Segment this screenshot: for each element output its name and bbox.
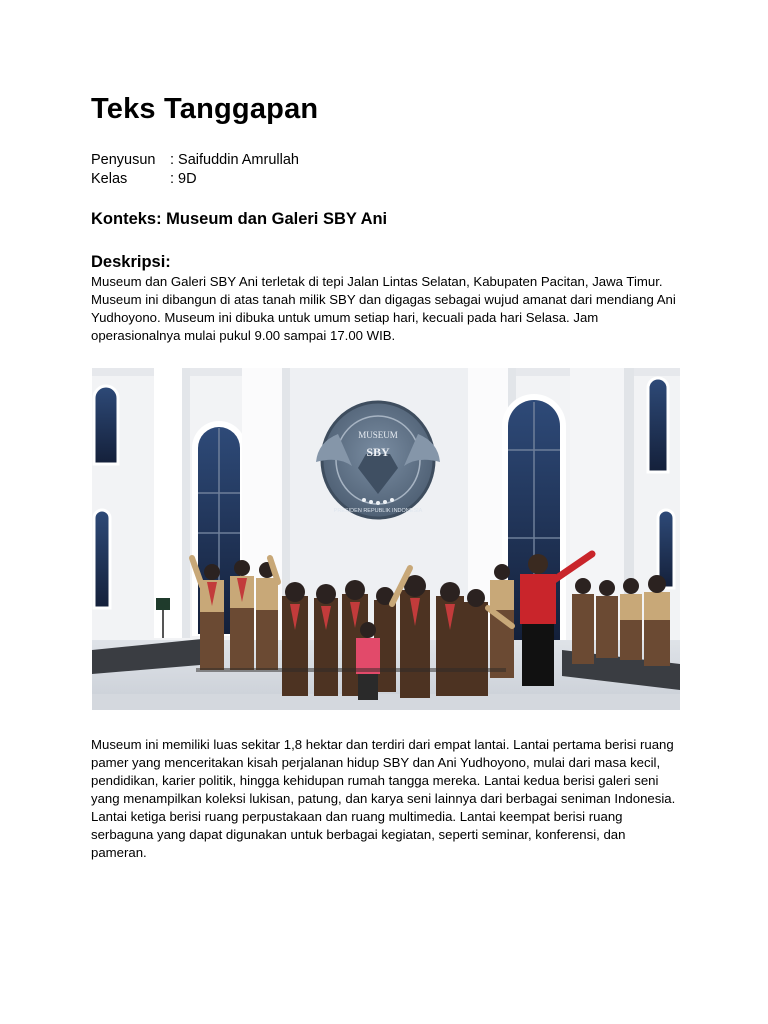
context-heading: Konteks: Museum dan Galeri SBY Ani (91, 210, 388, 228)
author-label: Penyusun (91, 152, 156, 168)
emblem-center-text: SBY (366, 445, 390, 459)
body-paragraph: Museum ini memiliki luas sekitar 1,8 hektar dan terdiri dari empat lantai. Lantai pertama berisi ruang pamer yang menceritakan kisah perjalanan hidup SBY dan Ani Yudhoyono, mulai dari masa kecil, pendidikan, karier politik, hingga kehidupan rumah tangga mereka. Lantai kedua berisi galeri seni yang menampilkan koleksi lukisan, patung, dan karya seni lainnya dari berbagai seniman Indonesia. Lantai ketiga berisi ruang perpustakaan dan ruang multimedia. Lantai keempat berisi ruang serbaguna yang dapat digunakan untuk berbagai kegiatan, seperti seminar, konferensi, dan pameran. (91, 737, 676, 860)
museum-photo-illustration (92, 368, 680, 710)
author-info (91, 151, 299, 189)
description-heading: Deskripsi: (91, 253, 171, 271)
class-row (91, 170, 299, 189)
author-row (91, 151, 299, 170)
museum-photo (92, 368, 680, 710)
document-title: Teks Tanggapan (91, 93, 319, 125)
emblem-top-text: MUSEUM (358, 430, 398, 440)
description-paragraph: Museum dan Galeri SBY Ani terletak di tepi Jalan Lintas Selatan, Kabupaten Pacitan, Jawa Timur. Museum ini dibangun di atas tanah milik SBY dan digagas sebagai wujud amanat dari mendiang Ani Yudhoyono. Museum ini dibuka untuk umum setiap hari, kecuali pada hari Selasa. Jam operasionalnya mulai pukul 9.00 sampai 17.00 WIB. (91, 274, 676, 343)
author-value: : Saifuddin Amrullah (170, 152, 299, 168)
emblem-ring-text: PRESIDEN REPUBLIK INDONESIA (333, 508, 423, 514)
class-value: : 9D (170, 171, 197, 187)
class-label: Kelas (91, 171, 128, 187)
